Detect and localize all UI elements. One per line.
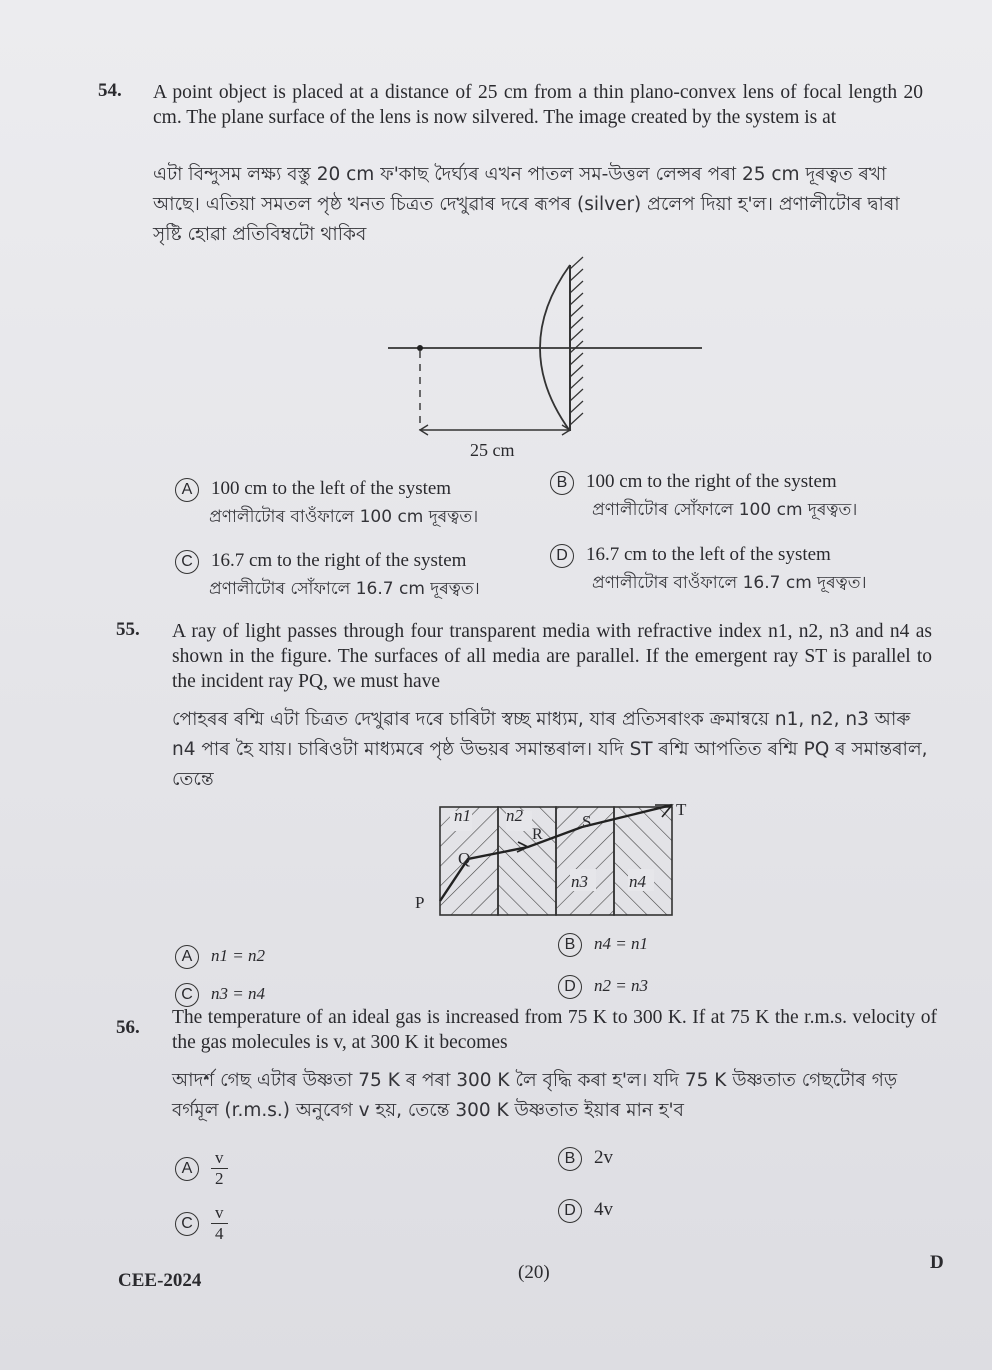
option-d[interactable] <box>550 541 930 597</box>
option-letter: D <box>558 975 582 999</box>
option-text: 16.7 cm to the left of the system <box>586 544 831 565</box>
n2-label: n2 <box>506 806 523 825</box>
n3-label: n3 <box>571 872 588 891</box>
question-number: 55. <box>116 619 140 640</box>
option-text-assamese: প্ৰণালীটোৰ সোঁফালে 16.7 cm দূৰত্বত। <box>209 579 480 599</box>
option-letter: C <box>175 983 199 1007</box>
option-text: n1 = n2 <box>211 946 265 965</box>
option-text: 100 cm to the right of the system <box>586 471 837 492</box>
option-letter: A <box>175 478 199 502</box>
fraction <box>211 1148 228 1189</box>
point-t-label: T <box>676 800 687 819</box>
exam-code: CEE-2024 <box>118 1270 202 1291</box>
option-b[interactable] <box>558 930 648 958</box>
fraction-numerator: v <box>211 1203 228 1224</box>
option-c[interactable] <box>175 547 545 603</box>
option-d[interactable] <box>558 1196 613 1224</box>
option-text: 4v <box>594 1199 613 1220</box>
option-letter: B <box>558 933 582 957</box>
option-text: n2 = n3 <box>594 976 648 995</box>
fraction-denominator: 4 <box>215 1224 224 1243</box>
question-54-assamese: এটা বিন্দুসম লক্ষ্য বস্তু 20 cm ফ'কাছ দৈৰ্ঘ্যৰ এখন পাতল সম-উত্তল লেন্সৰ পৰা 25 cm দূৰত্বত ৰখা আছে। এতিয়া সমতল পৃষ্ঠ খনত চিত্ৰত দেখুৱাৰ দৰে ৰূপৰ (silver) প্ৰলেপ দিয়া হ'ল। প্ৰণালীটোৰ দ্বাৰা সৃষ্টি হোৱা প্ৰতিবিম্বটো থাকিব <box>153 164 900 245</box>
point-p-label: P <box>415 893 425 912</box>
point-s-label: S <box>582 812 592 831</box>
question-54-text: A point object is placed at a distance of 25 cm from a thin plano-convex lens of focal length 20 cm. The plane surface of the lens is now silvered. The image created by the system is at <box>153 82 923 128</box>
point-q-label: Q <box>458 849 471 868</box>
question-56-assamese: আদৰ্শ গেছ এটাৰ উষ্ণতা 75 K ৰ পৰা 300 K লৈ বৃদ্ধি কৰা হ'ল। যদি 75 K উষ্ণতাত গেছটোৰ গড় বৰ্গমূল (r.m.s.) অনুবেগ v হয়, তেন্তে 300 K উষ্ণতাত ইয়াৰ মান হ'ব <box>172 1070 898 1121</box>
option-text: 100 cm to the left of the system <box>211 478 452 499</box>
fraction <box>211 1203 228 1244</box>
option-a[interactable] <box>175 942 265 970</box>
option-text: n3 = n4 <box>211 984 265 1003</box>
page-number: (20) <box>518 1262 550 1283</box>
option-letter: D <box>550 544 574 568</box>
option-text: 2v <box>594 1147 613 1168</box>
option-letter: C <box>175 1212 199 1236</box>
option-text: 16.7 cm to the right of the system <box>211 550 467 571</box>
option-b[interactable] <box>550 468 930 524</box>
option-a[interactable] <box>175 1148 228 1189</box>
question-number: 54. <box>98 80 122 101</box>
option-d[interactable] <box>558 972 648 1000</box>
option-letter: B <box>558 1147 582 1171</box>
fraction-numerator: v <box>211 1148 228 1169</box>
option-c[interactable] <box>175 1203 228 1244</box>
question-55-assamese: পোহৰৰ ৰশ্মি এটা চিত্ৰত দেখুৱাৰ দৰে চাৰিটা স্বচ্ছ মাধ্যম, যাৰ প্ৰতিসৰাংক ক্ৰমান্বয়ে n1, n2, n3 আৰু n4 পাৰ হৈ যায়। চাৰিওটা মাধ্যমৰে পৃষ্ঠ উভয়ৰ সমান্তৰাল। যদি ST ৰশ্মি আপতিত ৰশ্মি PQ ৰ সমান্তৰাল, তেন্তে <box>172 709 928 790</box>
option-letter: B <box>550 471 574 495</box>
set-code: D <box>930 1252 944 1273</box>
option-b[interactable] <box>558 1144 613 1172</box>
option-letter: A <box>175 1157 199 1181</box>
option-a[interactable] <box>175 475 535 531</box>
option-text-assamese: প্ৰণালীটোৰ সোঁফালে 100 cm দূৰত্বত। <box>592 500 858 520</box>
lens-mirror-diagram <box>380 255 710 465</box>
question-56-text: The temperature of an ideal gas is increased from 75 K to 300 K. If at 75 K the r.m.s. velocity of the gas molecules is v, at 300 K it becomes <box>172 1007 937 1053</box>
question-number: 56. <box>116 1017 140 1038</box>
option-letter: A <box>175 945 199 969</box>
option-c[interactable] <box>175 980 265 1008</box>
option-text: n4 = n1 <box>594 934 648 953</box>
option-text-assamese: প্ৰণালীটোৰ বাওঁফালে 100 cm দূৰত্বত। <box>209 507 479 527</box>
option-letter: D <box>558 1199 582 1223</box>
question-55-text: A ray of light passes through four transparent media with refractive index n1, n2, n3 and n4 as shown in the figure. The surfaces of all media are parallel. If the emergent ray ST is parallel to the incident ray PQ, we must have <box>172 621 932 692</box>
n1-label: n1 <box>454 806 471 825</box>
option-letter: C <box>175 550 199 574</box>
point-r-label: R <box>532 826 543 843</box>
n4-label: n4 <box>629 872 646 891</box>
fraction-denominator: 2 <box>215 1169 224 1188</box>
distance-label: 25 cm <box>470 440 515 460</box>
option-text-assamese: প্ৰণালীটোৰ বাওঁফালে 16.7 cm দূৰত্বত। <box>592 573 867 593</box>
